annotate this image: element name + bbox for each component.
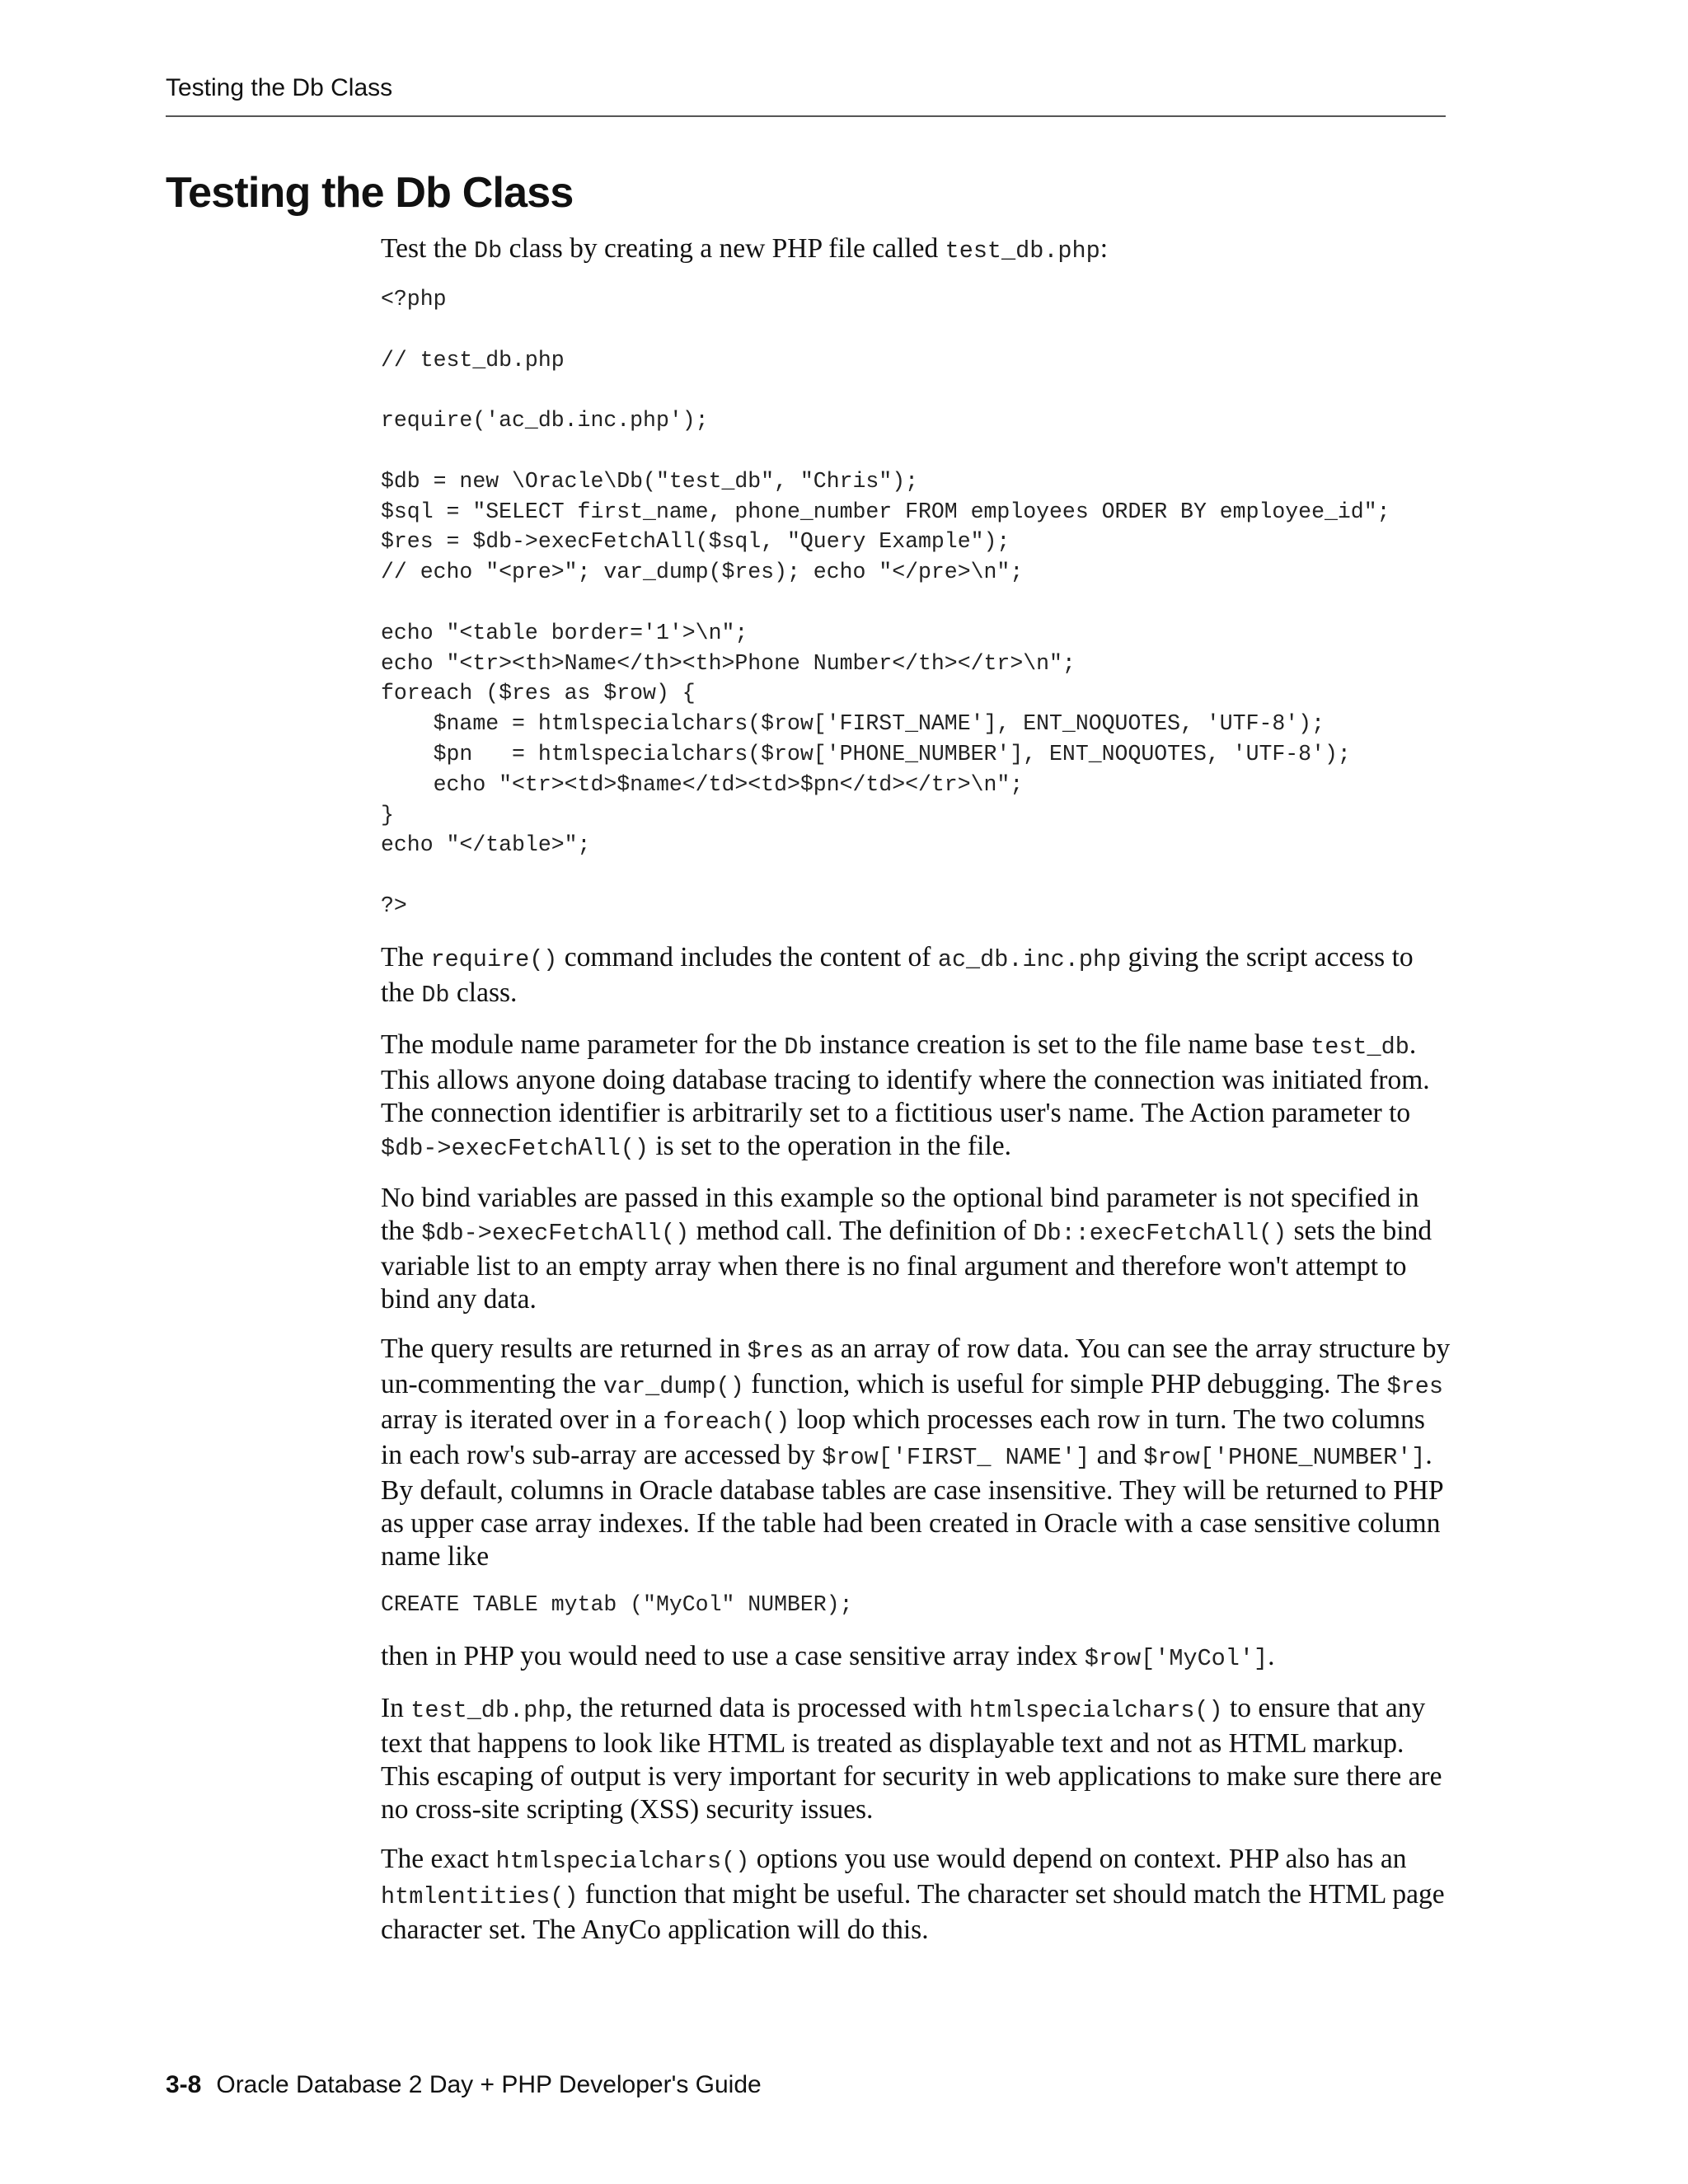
book-title: Oracle Database 2 Day + PHP Developer's Guide	[216, 2071, 762, 2098]
header-rule	[166, 115, 1446, 117]
page-footer	[166, 2071, 762, 2099]
module-name-paragraph: The module name parameter for the Db instance creation is set to the file name base test_db. This allows anyone doing database tracing to identify where the connection was initiated from. The connection identifier is arbitrarily set to a fictitious user's name. The Action parameter to $db->execFetchAll() is set to the operation in the file.	[381, 1029, 1430, 1162]
intro-paragraph: Test the Db class by creating a new PHP file called test_db.php:	[381, 233, 1109, 265]
query-results-paragraph: The query results are returned in $res as an array of row data. You can see the array structure by un-commenting the var_dump() function, which is useful for simple PHP debugging. The $res array is iterated over in a foreach() loop which processes each row in turn. The two columns in each row's sub-array are accessed by $row['FIRST_ NAME'] and $row['PHONE_NUMBER']. By default, columns in Oracle database tables are case insensitive. They will be returned to PHP as upper case array indexes. If the table had been created in Oracle with a case sensitive column name like	[381, 1333, 1451, 1572]
require-paragraph: The require() command includes the content of ac_db.inc.php giving the script access to the Db class.	[381, 941, 1414, 1009]
section-title: Testing the Db Class	[166, 169, 574, 217]
bind-variables-paragraph: No bind variables are passed in this example so the optional bind parameter is not specified in the $db->execFetchAll() method call. The definition of Db::execFetchAll() sets the bind variable list to an empty array when there is no final argument and therefore won't attempt to bind any data.	[381, 1182, 1432, 1315]
page-number: 3-8	[166, 2071, 202, 2098]
case-sensitive-paragraph: then in PHP you would need to use a case sensitive array index $row['MyCol'].	[381, 1640, 1275, 1672]
create-table-snippet: CREATE TABLE mytab ("MyCol" NUMBER);	[381, 1591, 853, 1617]
running-header: Testing the Db Class	[166, 74, 393, 101]
body-column	[381, 232, 1452, 1963]
options-paragraph: The exact htmlspecialchars() options you use would depend on context. PHP also has an htmlentities() function that might be useful. The character set should match the HTML page character set. The AnyCo application will do this.	[381, 1843, 1445, 1945]
escaping-paragraph: In test_db.php, the returned data is processed with htmlspecialchars() to ensure that any text that happens to look like HTML is treated as displayable text and not as HTML markup. This escaping of output is very important for security in web applications to make sure there are no cross-site scripting (XSS) security issues.	[381, 1692, 1442, 1825]
code-listing: <?php // test_db.php require('ac_db.inc.php'); $db = new \Oracle\Db("test_db", "Chris"); $sql = "SELECT first_name, phone_number FROM employees ORDER BY employee_id"; $res = $db->execFetchAll($sql, "Query Example"); // echo "<pre>"; var_dump($res); echo "</pre>\n"; echo "<table border='1'>\n"; echo "<tr><th>Name</th><th>Phone Number</th></tr>\n"; foreach ($res as $row) { $name = htmlspecialchars($row['FIRST_NAME'], ENT_NOQUOTES, 'UTF-8'); $pn = htmlspecialchars($row['PHONE_NUMBER'], ENT_NOQUOTES, 'UTF-8'); echo "<tr><td>$name</td><td>$pn</td></tr>\n"; } echo "</table>"; ?>	[381, 287, 1390, 918]
